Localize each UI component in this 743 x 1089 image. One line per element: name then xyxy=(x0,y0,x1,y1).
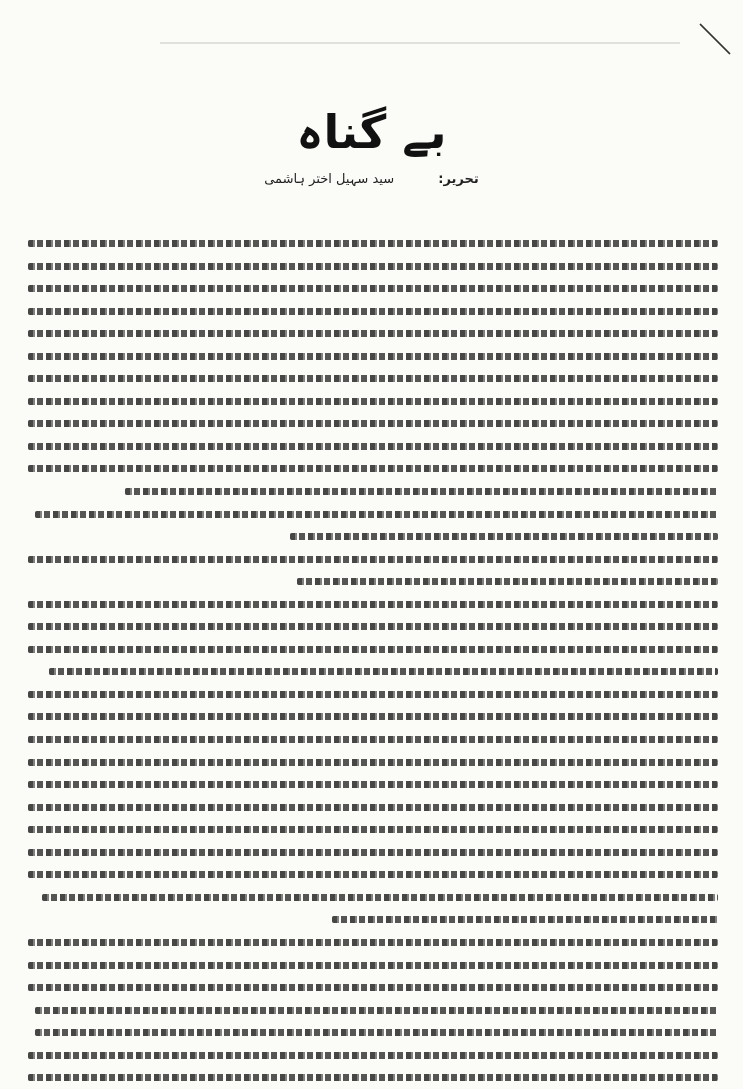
line-ink xyxy=(28,736,718,743)
text-line xyxy=(28,1066,718,1089)
corner-fold-mark xyxy=(698,22,732,56)
text-line xyxy=(28,322,718,345)
line-ink xyxy=(28,1074,718,1081)
faint-header-bleed xyxy=(160,42,680,44)
story-body xyxy=(28,232,718,1089)
line-ink xyxy=(35,511,718,518)
text-line xyxy=(28,615,718,638)
line-ink xyxy=(28,781,718,788)
line-ink xyxy=(28,623,718,630)
line-ink xyxy=(28,375,718,382)
text-line xyxy=(28,705,718,728)
text-line xyxy=(28,841,718,864)
byline-label: تحریر: xyxy=(438,172,479,187)
text-line xyxy=(28,570,718,593)
byline-author: سید سہیل اختر ہاشمی xyxy=(264,172,395,187)
line-ink xyxy=(297,578,718,585)
line-ink xyxy=(28,330,718,337)
line-ink xyxy=(28,556,718,563)
line-ink xyxy=(28,713,718,720)
text-line xyxy=(28,863,718,886)
text-line xyxy=(28,548,718,571)
text-line xyxy=(28,277,718,300)
text-line xyxy=(28,931,718,954)
text-line xyxy=(28,390,718,413)
text-line xyxy=(28,457,718,480)
line-ink xyxy=(28,826,718,833)
text-line xyxy=(28,480,718,503)
line-ink xyxy=(28,285,718,292)
text-line xyxy=(28,503,718,526)
line-ink xyxy=(28,962,718,969)
text-line xyxy=(28,300,718,323)
line-ink xyxy=(28,1052,718,1059)
text-line xyxy=(28,999,718,1022)
line-ink xyxy=(28,263,718,270)
line-ink xyxy=(28,691,718,698)
line-ink xyxy=(35,1007,718,1014)
line-ink xyxy=(28,420,718,427)
line-ink xyxy=(35,1029,718,1036)
line-ink xyxy=(28,601,718,608)
text-line xyxy=(28,751,718,774)
text-line xyxy=(28,525,718,548)
text-line xyxy=(28,796,718,819)
line-ink xyxy=(28,465,718,472)
line-ink xyxy=(28,353,718,360)
text-line xyxy=(28,255,718,278)
text-line xyxy=(28,638,718,661)
line-ink xyxy=(125,488,718,495)
text-line xyxy=(28,367,718,390)
line-ink xyxy=(290,533,718,540)
line-ink xyxy=(28,804,718,811)
line-ink xyxy=(28,443,718,450)
text-line xyxy=(28,593,718,616)
byline xyxy=(0,172,743,187)
text-line xyxy=(28,818,718,841)
line-ink xyxy=(28,939,718,946)
line-ink xyxy=(28,646,718,653)
line-ink xyxy=(28,759,718,766)
text-line xyxy=(28,435,718,458)
text-line xyxy=(28,660,718,683)
story-title: بے گناہ xyxy=(296,105,447,159)
line-ink xyxy=(28,849,718,856)
line-ink xyxy=(28,984,718,991)
line-ink xyxy=(28,398,718,405)
text-line xyxy=(28,412,718,435)
line-ink xyxy=(42,894,718,901)
text-line xyxy=(28,773,718,796)
text-line xyxy=(28,954,718,977)
line-ink xyxy=(28,871,718,878)
text-line xyxy=(28,728,718,751)
text-line xyxy=(28,976,718,999)
line-ink xyxy=(49,668,718,675)
line-ink xyxy=(332,916,718,923)
text-line xyxy=(28,1021,718,1044)
text-line xyxy=(28,908,718,931)
text-line xyxy=(28,345,718,368)
line-ink xyxy=(28,308,718,315)
text-line xyxy=(28,1044,718,1067)
line-ink xyxy=(28,240,718,247)
text-line xyxy=(28,683,718,706)
text-line xyxy=(28,232,718,255)
text-line xyxy=(28,886,718,909)
